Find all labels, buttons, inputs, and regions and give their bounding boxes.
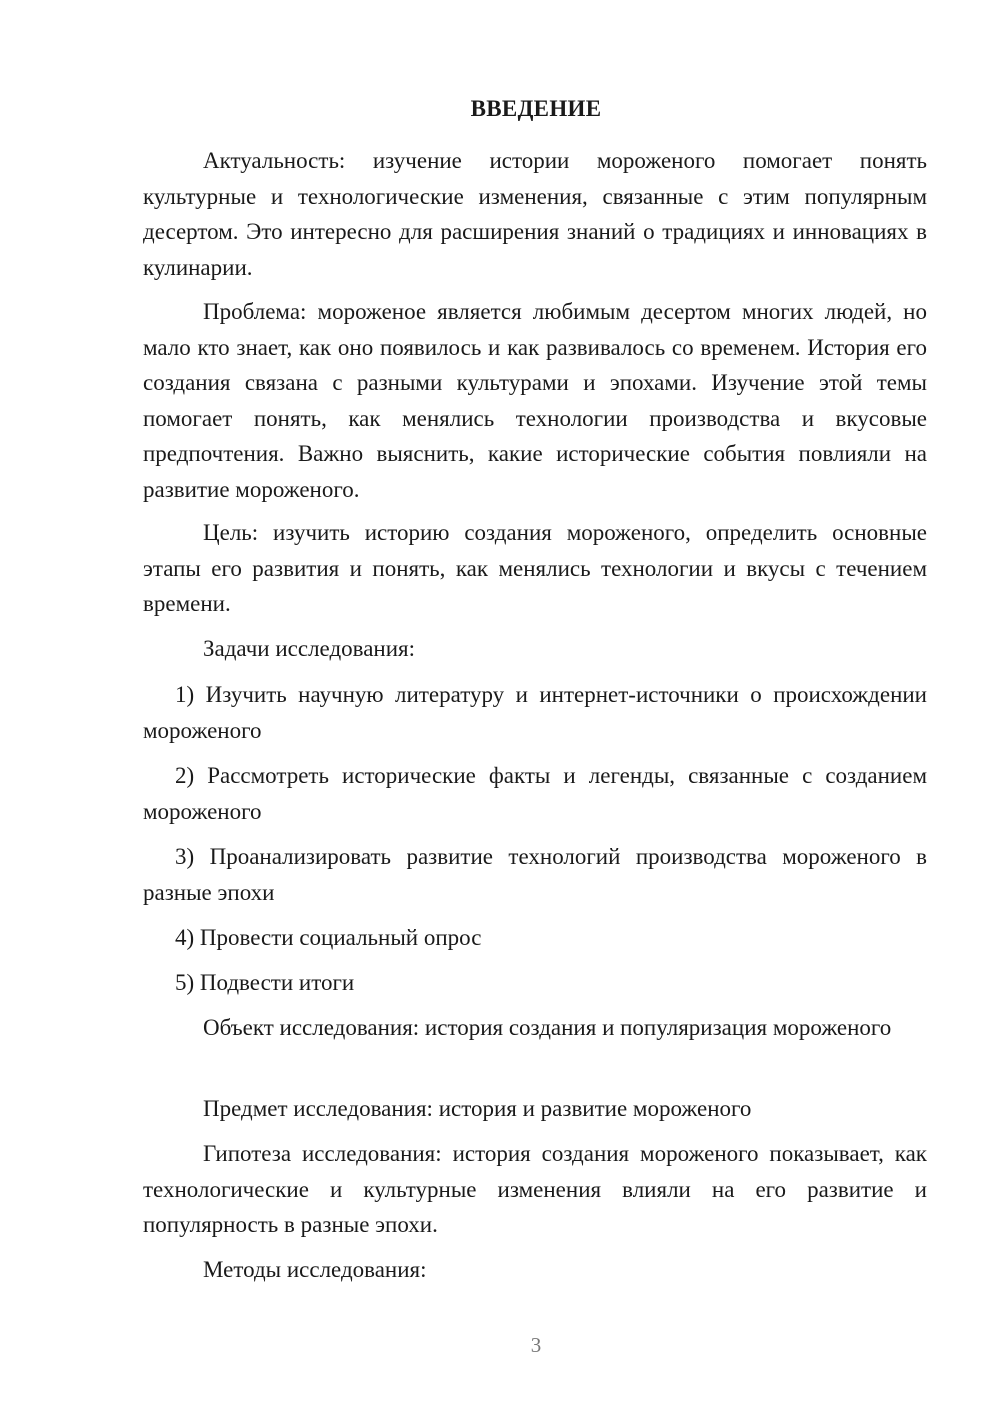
task-item-2: 2) Рассмотреть исторические факты и легенды, связанные с созданием мороженого: [143, 763, 927, 824]
paragraph-object: Объект исследования: история создания и популяризация мороженого: [203, 1015, 892, 1040]
task-item-1: 1) Изучить научную литературу и интернет-источники о происхождении мороженого: [143, 682, 927, 743]
paragraph-problem: Проблема: мороженое является любимым десертом многих людей, но мало кто знает, как оно появилось и как развивалось со временем. История его создания связана с разными культурами и эпохами. Изучение этой темы помогает понять, как менялись технологии производства и вкусовые предпочтения. Важно выяснить, какие исторические события повлияли на развитие мороженого.: [143, 299, 927, 502]
paragraph-hypothesis: Гипотеза исследования: история создания мороженого показывает, как технологические и культурные изменения влияли на его развитие и популярность в разные эпохи.: [143, 1141, 927, 1237]
paragraph-goal: Цель: изучить историю создания мороженого, определить основные этапы его развития и понять, как менялись технологии и вкусы с течением времени.: [143, 520, 927, 616]
task-item-5: 5) Подвести итоги: [175, 970, 355, 995]
methods-heading: Методы исследования:: [203, 1257, 427, 1282]
section-heading: ВВЕДЕНИЕ: [470, 96, 602, 121]
paragraph-subject: Предмет исследования: история и развитие мороженого: [203, 1096, 752, 1121]
task-item-4: 4) Провести социальный опрос: [175, 925, 482, 950]
paragraph-relevance: Актуальность: изучение истории мороженого помогает понять культурные и технологические изменения, связанные с этим популярным десертом. Это интересно для расширения знаний о традициях и инновациях в кулинарии.: [143, 148, 927, 280]
tasks-heading: Задачи исследования:: [203, 636, 416, 661]
page-number: 3: [530, 1333, 542, 1357]
task-item-3: 3) Проанализировать развитие технологий производства мороженого в разные эпохи: [143, 844, 927, 905]
